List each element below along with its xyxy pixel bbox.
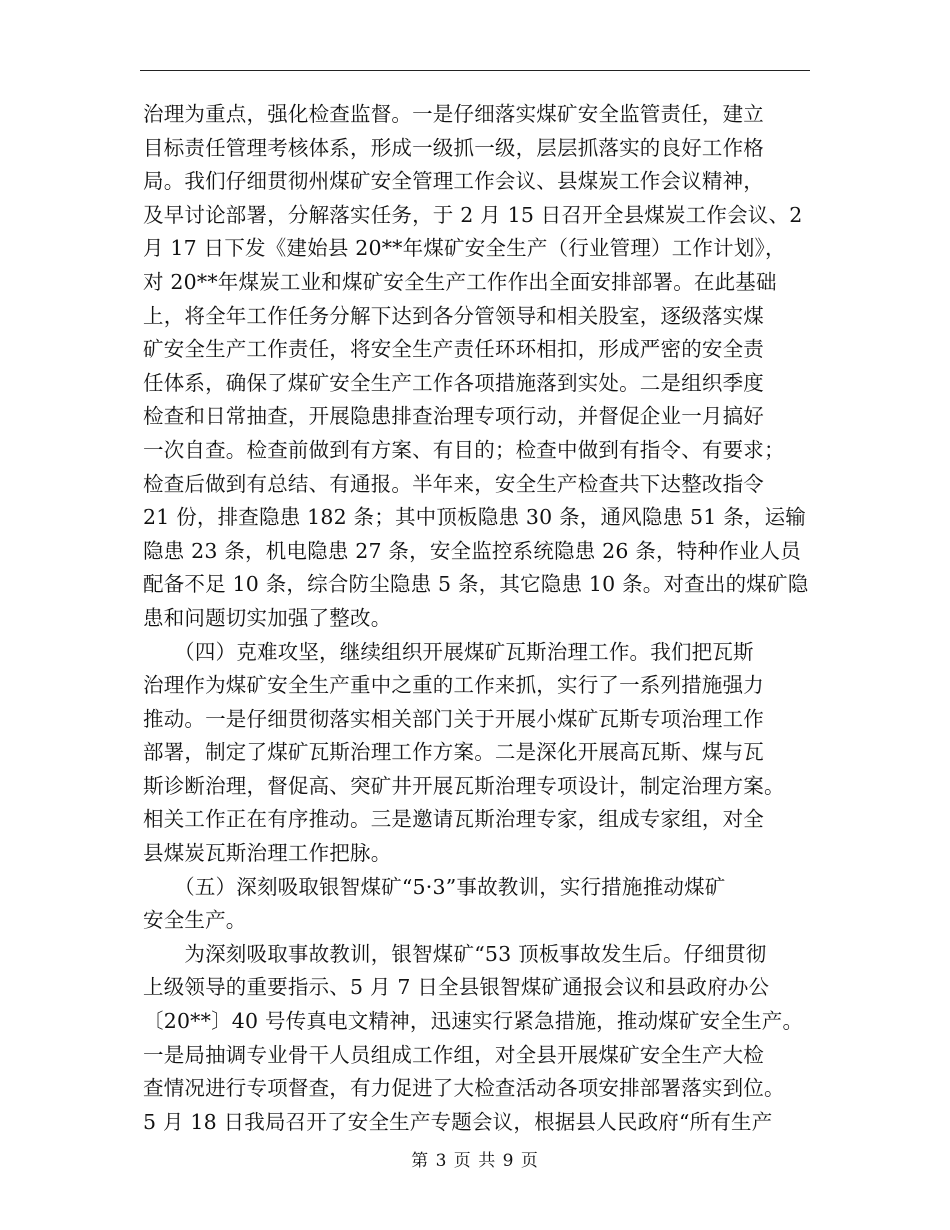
text-line: 为深刻吸取事故教训，银智煤矿“53 顶板事故发生后。仔细贯彻 xyxy=(143,941,767,966)
text-line: 检查和日常抽查，开展隐患排查治理专项行动，并督促企业一月搞好 xyxy=(143,404,764,429)
text-line: 治理为重点，强化检查监督。一是仔细落实煤矿安全监管责任，建立 xyxy=(143,102,764,126)
text-line: 月 17 日下发《建始县 20**年煤矿安全生产（行业管理）工作计划》， xyxy=(143,236,786,261)
header-rule xyxy=(140,70,810,71)
text-line: 局。我们仔细贯彻州煤矿安全管理工作会议、县煤炭工作会议精神， xyxy=(143,169,764,194)
text-line: 相关工作正在有序推动。三是邀请瓦斯治理专家，组成专家组，对全 xyxy=(143,807,764,832)
text-line: 上，将全年工作任务分解下达到各分管领导和相关股室，逐级落实煤 xyxy=(143,303,764,328)
text-line: 一次自查。检查前做到有方案、有目的；检查中做到有指令、有要求； xyxy=(143,437,785,462)
text-line: （五）深刻吸取银智煤矿“5·3”事故教训，实行措施推动煤矿 xyxy=(143,874,726,899)
text-line: 矿安全生产工作责任，将安全生产责任环环相扣，形成严密的安全责 xyxy=(143,337,764,362)
text-line: （四）克难攻坚，继续组织开展煤矿瓦斯治理工作。我们把瓦斯 xyxy=(143,639,754,664)
text-line: 隐患 23 条，机电隐患 27 条，安全监控系统隐患 26 条，特种作业人员 xyxy=(143,538,801,563)
page-number: 第 3 页 共 9 页 xyxy=(411,1151,539,1171)
text-line: 检查后做到有总结、有通报。半年来，安全生产检查共下达整改指令 xyxy=(143,471,764,496)
text-line: 及早讨论部署，分解落实任务，于 2 月 15 日召开全县煤炭工作会议、2 xyxy=(143,202,803,227)
text-line: 部署，制定了煤矿瓦斯治理工作方案。二是深化开展高瓦斯、煤与瓦 xyxy=(143,740,764,765)
text-line: 目标责任管理考核体系，形成一级抓一级，层层抓落实的良好工作格 xyxy=(143,135,764,160)
text-line: 〔20**〕40 号传真电文精神，迅速实行紧急措施，推动煤矿安全生产。 xyxy=(143,1009,804,1034)
text-line: 5 月 18 日我局召开了安全生产专题会议，根据县人民政府“所有生产 xyxy=(143,1109,773,1134)
text-line: 治理作为煤矿安全生产重中之重的工作来抓，实行了一系列措施强力 xyxy=(143,673,764,698)
text-line: 县煤炭瓦斯治理工作把脉。 xyxy=(143,841,392,866)
document-body xyxy=(143,98,809,1139)
text-line: 查情况进行专项督查，有力促进了大检查活动各项安排部署落实到位。 xyxy=(143,1076,785,1101)
text-line: 患和问题切实加强了整改。 xyxy=(143,605,392,630)
text-line: 配备不足 10 条，综合防尘隐患 5 条，其它隐患 10 条。对查出的煤矿隐 xyxy=(143,572,809,597)
text-line: 21 份，排查隐患 182 条；其中顶板隐患 30 条，通风隐患 51 条，运输 xyxy=(143,505,806,530)
text-line: 安全生产。 xyxy=(143,908,247,933)
text-line: 对 20**年煤炭工业和煤矿安全生产工作作出全面安排部署。在此基础 xyxy=(143,269,777,294)
text-line: 一是局抽调专业骨干人员组成工作组，对全县开展煤矿安全生产大检 xyxy=(143,1042,764,1067)
text-line: 推动。一是仔细贯彻落实相关部门关于开展小煤矿瓦斯专项治理工作 xyxy=(143,706,764,731)
text-line: 任体系，确保了煤矿安全生产工作各项措施落到实处。二是组织季度 xyxy=(143,370,764,395)
text-line: 上级领导的重要指示、5 月 7 日全县银智煤矿通报会议和县政府办公 xyxy=(143,975,770,1000)
text-line: 斯诊断治理，督促高、突矿井开展瓦斯治理专项设计，制定治理方案。 xyxy=(143,773,785,798)
